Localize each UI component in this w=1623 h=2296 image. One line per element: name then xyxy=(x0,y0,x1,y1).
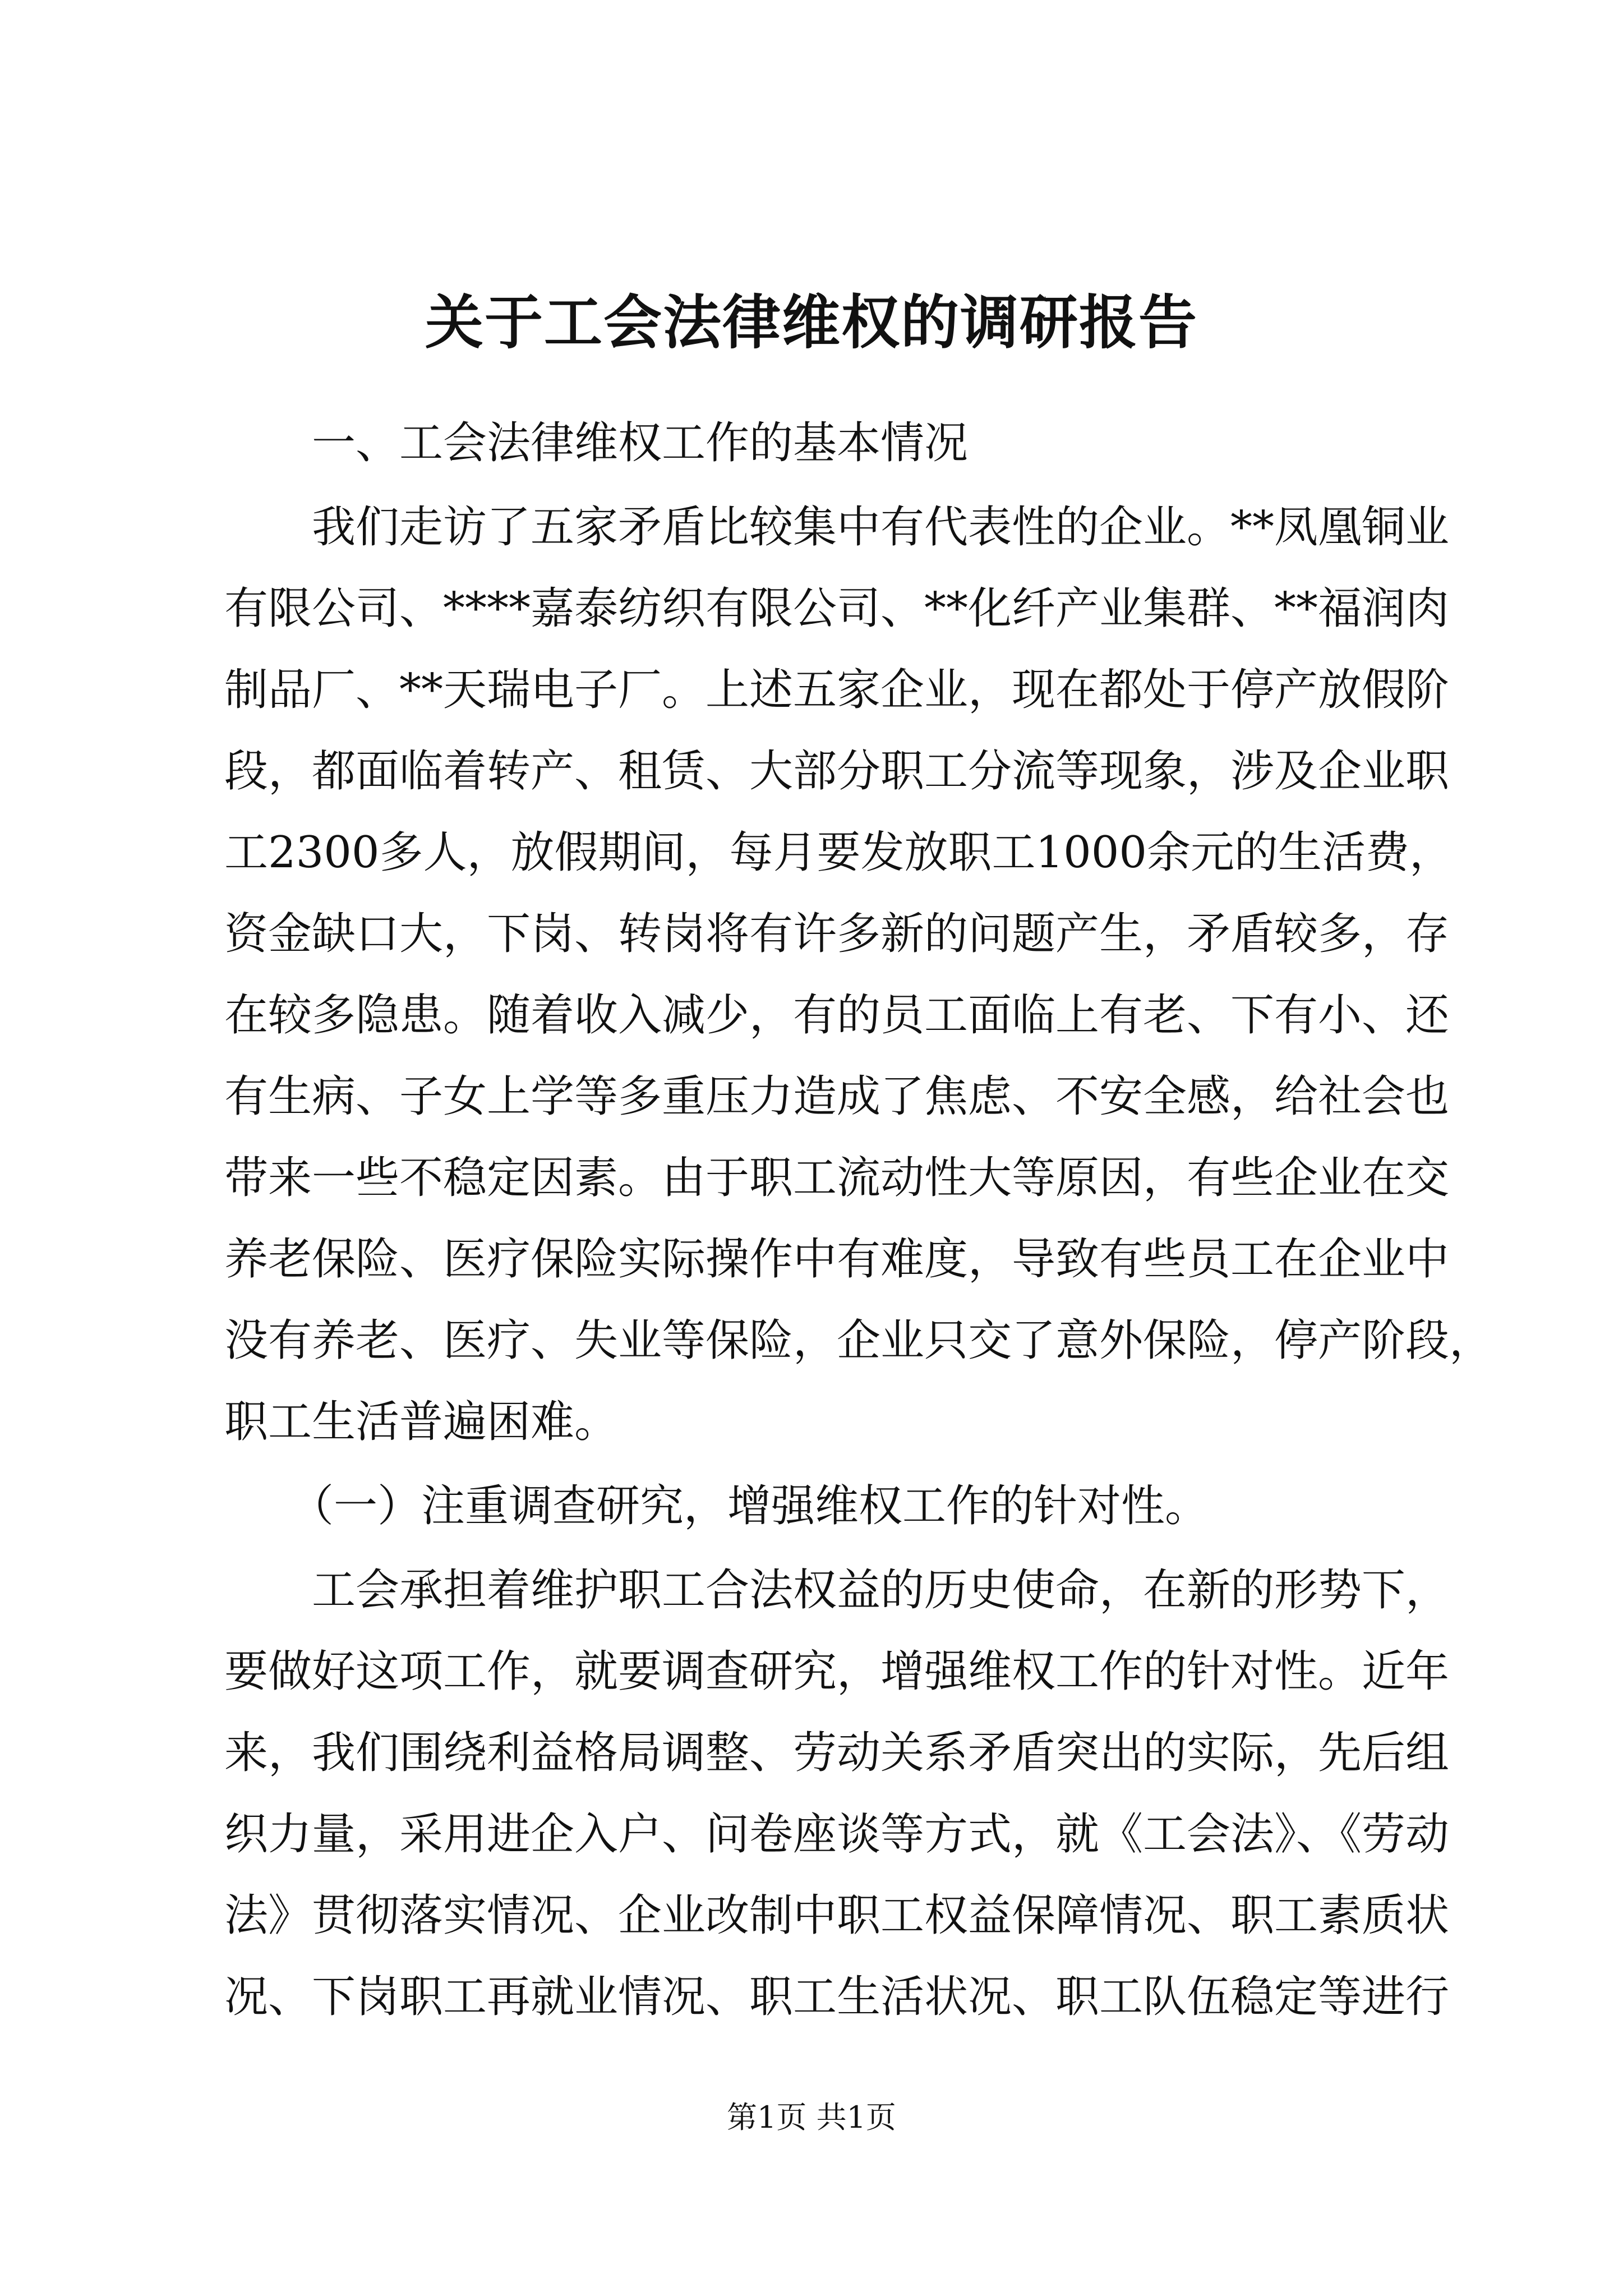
paragraph-line: 有限公司、****嘉泰纺织有限公司、**化纤产业集群、**福润肉 xyxy=(224,583,1450,634)
paragraph-line: 段，都面临着转产、租赁、大部分职工分流等现象，涉及企业职 xyxy=(224,746,1450,797)
subsection-heading: （一）注重调查研究，增强维权工作的针对性。 xyxy=(224,1481,1209,1531)
paragraph-line: 带来一些不稳定因素。由于职工流动性大等原因，有些企业在交 xyxy=(224,1153,1450,1203)
paragraph-line: 职工生活普遍困难。 xyxy=(224,1397,619,1447)
paragraph-line: 有生病、子女上学等多重压力造成了焦虑、不安全感，给社会也 xyxy=(224,1071,1450,1122)
paragraph-line: 资金缺口大，下岗、转岗将有许多新的问题产生，矛盾较多，存 xyxy=(224,909,1450,959)
page-number-footer: 第1页 共1页 xyxy=(727,2100,896,2135)
paragraph-line: 要做好这项工作，就要调查研究，增强维权工作的针对性。近年 xyxy=(224,1646,1450,1697)
section-heading: 一、工会法律维权工作的基本情况 xyxy=(224,418,969,468)
paragraph-line: 没有养老、医疗、失业等保险，企业只交了意外保险，停产阶段， xyxy=(224,1315,1493,1366)
paragraph-line: 法》贯彻落实情况、企业改制中职工权益保障情况、职工素质状 xyxy=(224,1890,1450,1941)
paragraph-line: 工会承担着维护职工合法权益的历史使命，在新的形势下， xyxy=(224,1565,1450,1616)
paragraph-line: 养老保险、医疗保险实际操作中有难度，导致有些员工在企业中 xyxy=(224,1234,1450,1285)
paragraph-line: 况、下岗职工再就业情况、职工生活状况、职工队伍稳定等进行 xyxy=(224,1972,1450,2022)
paragraph-line: 来，我们围绕利益格局调整、劳动关系矛盾突出的实际，先后组 xyxy=(224,1728,1450,1778)
paragraph-line: 我们走访了五家矛盾比较集中有代表性的企业。**凤凰铜业 xyxy=(224,502,1450,553)
paragraph-line: 制品厂、**天瑞电子厂。上述五家企业，现在都处于停产放假阶 xyxy=(224,665,1450,715)
paragraph-line: 织力量，采用进企入户、问卷座谈等方式，就《工会法》、《劳动 xyxy=(224,1809,1450,1860)
paragraph-line: 在较多隐患。随着收入减少，有的员工面临上有老、下有小、还 xyxy=(224,990,1450,1041)
paragraph-line: 工2300多人，放假期间，每月要发放职工1000余元的生活费， xyxy=(224,827,1454,878)
document-title: 关于工会法律维权的调研报告 xyxy=(425,288,1198,357)
